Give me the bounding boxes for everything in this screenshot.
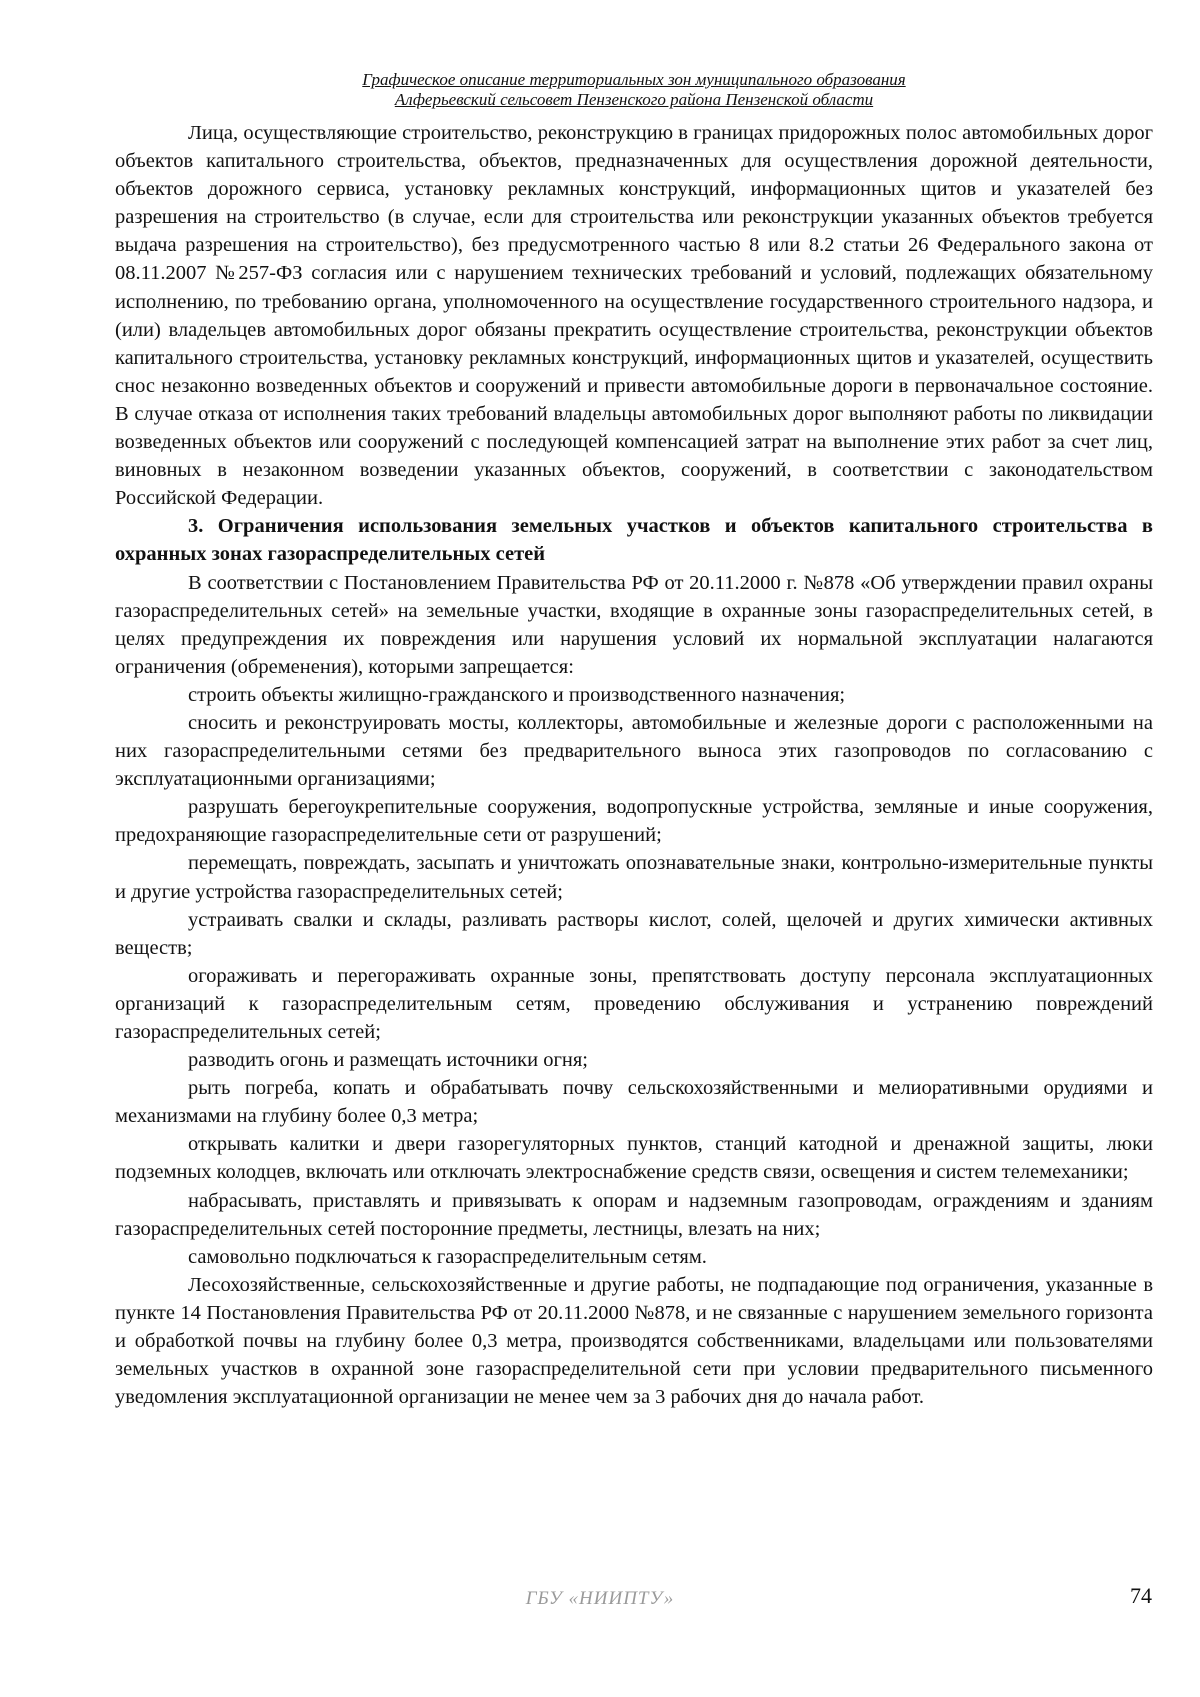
header-line-2: Алферьевский сельсовет Пензенского района Пензенской области [394, 90, 874, 109]
footer-organization: ГБУ «НИИПТУ» [525, 1588, 675, 1609]
restriction-item: самовольно подключаться к газораспределительным сетям. [188, 1245, 707, 1268]
restriction-item: сносить и реконструировать мосты, коллекторы, автомобильные и железные дороги с расположенными на них газораспределительными сетями без предварительного выноса этих газопроводов по согласованию с эксплуатационными организациями; [115, 711, 1153, 791]
running-header [115, 70, 1153, 110]
paragraph-forestry-works: Лесохозяйственные, сельскохозяйственные и другие работы, не подпадающие под ограничения, указанные в пункте 14 Постановления Правительства РФ от 20.11.2000 №878, и не связанные с нарушением земельного горизонта и обработкой почвы на глубину более 0,3 метра, производятся собственниками, владельцами или пользователями земельных участков в охранной зоне газораспределительной сети при условии предварительного письменного уведомления эксплуатационной организации не менее чем за 3 рабочих дня до начала работ. [115, 1273, 1153, 1409]
restriction-item: перемещать, повреждать, засыпать и уничтожать опознавательные знаки, контрольно-измерительные пункты и другие устройства газораспределительных сетей; [115, 852, 1153, 903]
page-number: 74 [1130, 1583, 1152, 1608]
body-text [115, 119, 1153, 1411]
restriction-item: строить объекты жилищно-гражданского и производственного назначения; [188, 683, 846, 706]
restriction-item: огораживать и перегораживать охранные зоны, препятствовать доступу персонала эксплуатационных организаций к газораспределительным сетям, проведению обслуживания и устранению повреждений газораспределительных сетей; [115, 964, 1153, 1043]
restriction-item: разрушать берегоукрепительные сооружения, водопропускные устройства, земляные и иные сооружения, предохраняющие газораспределительные сети от разрушений; [115, 796, 1153, 847]
header-line-1: Графическое описание территориальных зон муниципального образования [362, 70, 906, 89]
restriction-item: рыть погреба, копать и обрабатывать почву сельскохозяйственными и мелиоративными орудиями и механизмами на глубину более 0,3 метра; [115, 1077, 1153, 1128]
paragraph-road-construction: Лица, осуществляющие строительство, реконструкцию в границах придорожных полос автомобильных дорог объектов капитального строительства, объектов, предназначенных для осуществления дорожной деятельности, объектов дорожного сервиса, установку рекламных конструкций, информационных щитов и указателей без разрешения на строительство (в случае, если для строительства или реконструкции указанных объектов требуется выдача разрешения на строительство), без предусмотренного частью 8 или 8.2 статьи 26 Федерального закона от 08.11.2007 №257-ФЗ согласия или с нарушением технических требований и условий, подлежащих обязательному исполнению, по требованию органа, уполномоченного на осуществление государственного строительного надзора, и (или) владельцев автомобильных дорог обязаны прекратить осуществление строительства, реконструкции объектов капитального строительства, установку рекламных конструкций, информационных щитов и указателей, осуществить снос незаконно возведенных объектов и сооружений и привести автомобильные дороги в первоначальное состояние. В случае отказа от исполнения таких требований владельцы автомобильных дорог выполняют работы по ликвидации возведенных объектов или сооружений с последующей компенсацией затрат на выполнение этих работ за счет лиц, виновных в незаконном возведении указанных объектов, сооружений, в соответствии с законодательством Российской Федерации. [115, 122, 1153, 510]
restriction-item: разводить огонь и размещать источники огня; [188, 1049, 588, 1072]
restriction-item: устраивать свалки и склады, разливать растворы кислот, солей, щелочей и других химически активных веществ; [115, 908, 1153, 959]
paragraph-gas-decree: В соответствии с Постановлением Правительства РФ от 20.11.2000 г. №878 «Об утверждении правил охраны газораспределительных сетей» на земельные участки, входящие в охранные зоны газораспределительных сетей, в целях предупреждения их повреждения или нарушения условий их нормальной эксплуатации налагаются ограничения (обременения), которыми запрещается: [115, 571, 1153, 678]
restriction-item: открывать калитки и двери газорегуляторных пунктов, станций катодной и дренажной защиты, люки подземных колодцев, включать или отключать электроснабжение средств связи, освещения и систем телемеханики; [115, 1133, 1153, 1184]
restriction-item: набрасывать, приставлять и привязывать к опорам и надземным газопроводам, ограждениям и зданиям газораспределительных сетей посторонние предметы, лестницы, влезать на них; [115, 1189, 1153, 1240]
section-heading-3: 3. Ограничения использования земельных участков и объектов капитального строительства в охранных зонах газораспределительных сетей [115, 515, 1153, 566]
